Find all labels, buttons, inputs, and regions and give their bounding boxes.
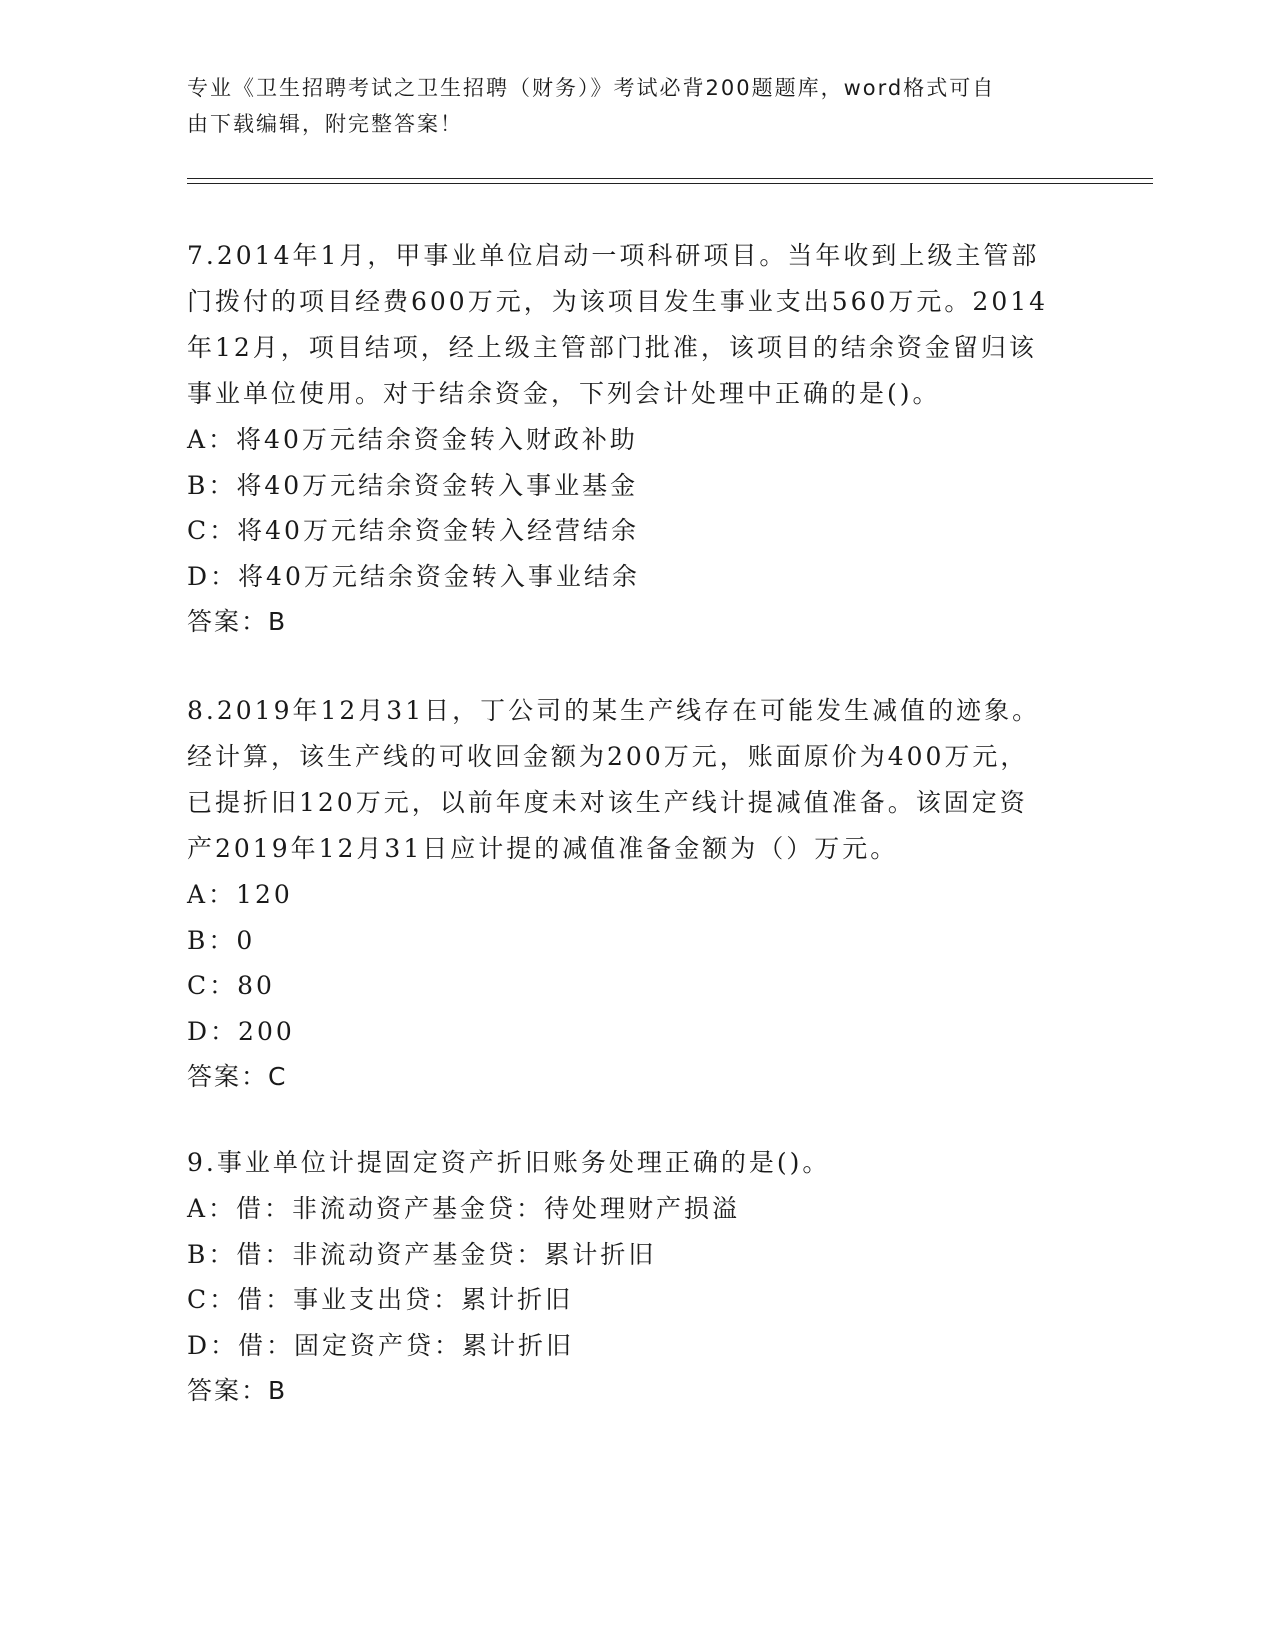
question-stem-line: 事业单位使用。对于结余资金，下列会计处理中正确的是()。 — [187, 379, 941, 408]
option-a: A：借：非流动资产基金贷：待处理财产损溢 — [187, 1194, 741, 1223]
document-header — [187, 70, 1077, 142]
option-c: C：将40万元结余资金转入经营结余 — [187, 516, 639, 545]
option-c: C：80 — [187, 971, 275, 1000]
header-line-2: 由下载编辑，附完整答案！ — [187, 112, 463, 136]
option-a: A：120 — [187, 880, 293, 909]
header-divider-top — [187, 178, 1153, 179]
option-d: D：将40万元结余资金转入事业结余 — [187, 561, 640, 591]
option-b: B：借：非流动资产基金贷：累计折旧 — [187, 1239, 657, 1269]
question-stem-line: 产2019年12月31日应计提的减值准备金额为（）万元。 — [187, 834, 899, 863]
question-stem-line: 经计算，该生产线的可收回金额为200万元，账面原价为400万元， — [187, 742, 1029, 771]
option-b: B：0 — [187, 925, 256, 955]
question-9 — [187, 1140, 1067, 1414]
answer-line: 答案：B — [187, 1376, 288, 1405]
question-stem-line: 8.2019年12月31日，丁公司的某生产线存在可能发生减值的迹象。 — [187, 696, 1041, 725]
option-d: D：200 — [187, 1016, 295, 1046]
header-line-1: 专业《卫生招聘考试之卫生招聘（财务）》考试必背200题题库，word格式可自 — [187, 76, 996, 100]
answer-line: 答案：B — [187, 607, 288, 636]
question-stem-line: 7.2014年1月，甲事业单位启动一项科研项目。当年收到上级主管部 — [187, 241, 1040, 270]
question-stem-line: 年12月，项目结项，经上级主管部门批准，该项目的结余资金留归该 — [187, 333, 1037, 362]
question-7 — [187, 233, 1067, 645]
question-8 — [187, 688, 1067, 1100]
header-divider-bottom — [187, 183, 1153, 184]
option-d: D：借：固定资产贷：累计折旧 — [187, 1330, 575, 1360]
question-stem-line: 9.事业单位计提固定资产折旧账务处理正确的是()。 — [187, 1148, 831, 1177]
question-stem-line: 已提折旧120万元，以前年度未对该生产线计提减值准备。该固定资 — [187, 788, 1028, 817]
answer-line: 答案：C — [187, 1062, 288, 1091]
option-a: A：将40万元结余资金转入财政补助 — [187, 425, 638, 454]
option-b: B：将40万元结余资金转入事业基金 — [187, 470, 639, 500]
question-stem-line: 门拨付的项目经费600万元，为该项目发生事业支出560万元。2014 — [187, 287, 1049, 316]
option-c: C：借：事业支出贷：累计折旧 — [187, 1285, 574, 1314]
